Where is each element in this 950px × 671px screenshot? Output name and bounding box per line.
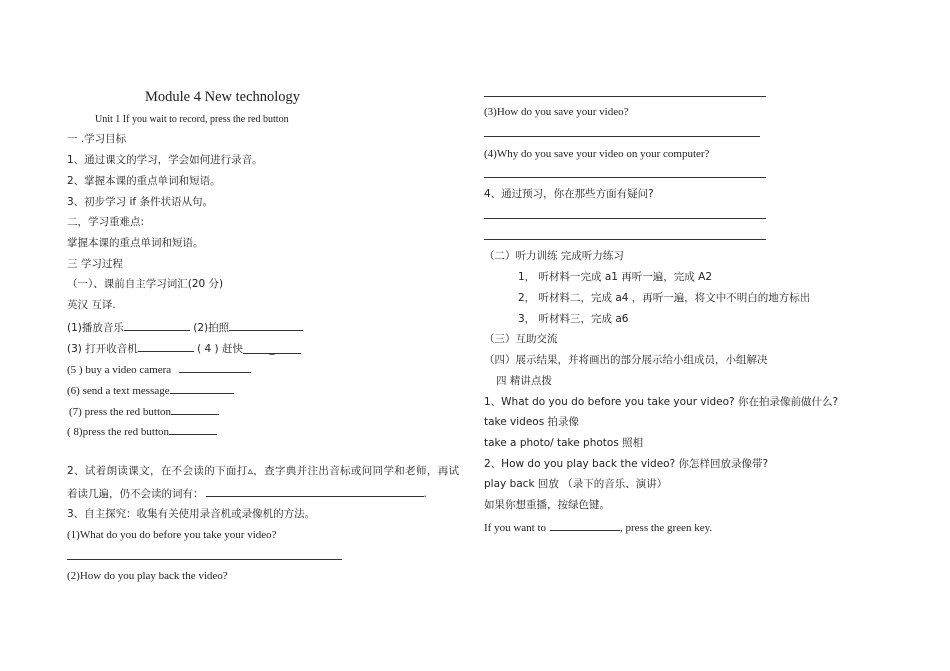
vocab-row-8 xyxy=(67,423,217,439)
listening-item-3: 3， 听材料三，完成 a6 xyxy=(518,313,629,325)
task2-line1: 2、试着朗读课文，在不会读的下面打▵，查字典并注出音标或问同学和老师，再试 xyxy=(67,465,460,477)
vocab-5-blank[interactable] xyxy=(179,361,251,373)
vocab-7-label: (7) press the red button xyxy=(69,406,172,418)
answer-line-q1[interactable] xyxy=(67,559,342,560)
vocab-2-blank[interactable] xyxy=(229,319,303,331)
task3-heading: 3、自主探究：收集有关使用录音机或录像机的方法。 xyxy=(67,508,316,520)
answer-line-q4[interactable] xyxy=(484,177,766,178)
task2-blank[interactable] xyxy=(206,485,424,497)
vocab-row-5 xyxy=(67,361,251,377)
task2-line2 xyxy=(67,485,427,501)
vocab-8-blank[interactable] xyxy=(169,423,217,435)
vocab-7-blank[interactable] xyxy=(171,403,219,415)
page-title: Module 4 New technology xyxy=(145,89,301,105)
vocab-3-blank[interactable] xyxy=(138,340,194,352)
section-keypoints-heading: 二，学习重难点: xyxy=(67,216,145,228)
vocab-row-1 xyxy=(67,319,303,335)
listening-heading: （二）听力训练 完成听力练习 xyxy=(484,250,624,262)
section-process-heading: 三 学习过程 xyxy=(67,258,123,270)
explain-2: 2、How do you play back the video? 你怎样回放录像带? xyxy=(484,458,769,470)
vocab-4-blank[interactable]: _ xyxy=(243,342,301,354)
vocab-row-6 xyxy=(67,382,234,398)
task4-heading: 4、通过预习，你在那些方面有疑问? xyxy=(484,188,654,200)
vocab-4-label: ( 4 ) 赶快 xyxy=(197,343,243,355)
question-1: (1)What do you do before you take your video? xyxy=(67,529,277,541)
question-3: (3)How do you save your video? xyxy=(484,106,629,118)
goal-1: 1、通过课文的学习，学会如何进行录音。 xyxy=(67,154,263,166)
explain-1: 1、What do you do before you take your video? 你在拍录像前做什么? xyxy=(484,396,839,408)
task2-period: . xyxy=(423,488,427,500)
explain-1-phrase-b: take a photo/ take photos 照相 xyxy=(484,437,644,449)
keypoints-body: 掌握本课的重点单词和短语。 xyxy=(67,237,204,249)
explanation-heading: 四 精讲点拨 xyxy=(496,375,552,387)
page-subtitle: Unit 1 If you wait to record, press the red button xyxy=(95,114,289,125)
vocab-1-blank[interactable] xyxy=(124,319,190,331)
vocab-2-label: (2)拍照 xyxy=(193,322,230,334)
explain-2-fill xyxy=(484,519,712,535)
question-4: (4)Why do you save your video on your computer? xyxy=(484,148,710,160)
fill-prefix: If you want to xyxy=(484,522,547,534)
answer-line-task4-b[interactable] xyxy=(484,239,766,240)
answer-line-task4-a[interactable] xyxy=(484,218,766,219)
vocab-row-2 xyxy=(67,340,301,356)
vocab-5-label: (5 ) buy a video camera xyxy=(67,364,172,376)
vocab-6-blank[interactable] xyxy=(170,382,234,394)
fill-blank[interactable] xyxy=(550,519,620,531)
fill-suffix: , press the green key. xyxy=(620,522,713,534)
part1-instruction: 英汉 互译. xyxy=(67,299,116,311)
part1-heading: （一）、课前自主学习词汇(20 分) xyxy=(67,278,224,290)
goal-2: 2、掌握本课的重点单词和短语。 xyxy=(67,175,221,187)
exchange-heading: （三）互助交流 xyxy=(484,333,558,345)
section-goals-heading: 一 .学习目标 xyxy=(67,133,127,145)
goal-3: 3、初步学习 if 条件状语从句。 xyxy=(67,196,213,208)
vocab-6-label: (6) send a text message xyxy=(67,385,170,397)
explain-1-phrase-a: take videos 拍录像 xyxy=(484,416,580,428)
vocab-row-7 xyxy=(69,403,219,419)
task2-label: 着读几遍，仍不会读的词有： xyxy=(67,488,204,500)
vocab-8-label: ( 8)press the red button xyxy=(67,426,170,438)
answer-line-q2[interactable] xyxy=(484,96,766,97)
listening-item-2: 2， 听材料二，完成 a4 ，再听一遍，将文中不明白的地方标出 xyxy=(518,292,811,304)
showcase-heading: （四）展示结果，并将画出的部分展示给小组成员，小组解决 xyxy=(484,354,768,366)
answer-line-q3[interactable] xyxy=(484,136,760,137)
vocab-3-label: (3) 打开收音机 xyxy=(67,343,138,355)
question-2: (2)How do you play back the video? xyxy=(67,570,228,582)
explain-2-phrase: play back 回放 （录下的音乐、演讲） xyxy=(484,478,668,490)
explain-2-chinese: 如果你想重播，按绿色键。 xyxy=(484,499,610,511)
listening-item-1: 1， 听材料一完成 a1 再听一遍，完成 A2 xyxy=(518,271,713,283)
vocab-1-label: (1)播放音乐 xyxy=(67,322,124,334)
